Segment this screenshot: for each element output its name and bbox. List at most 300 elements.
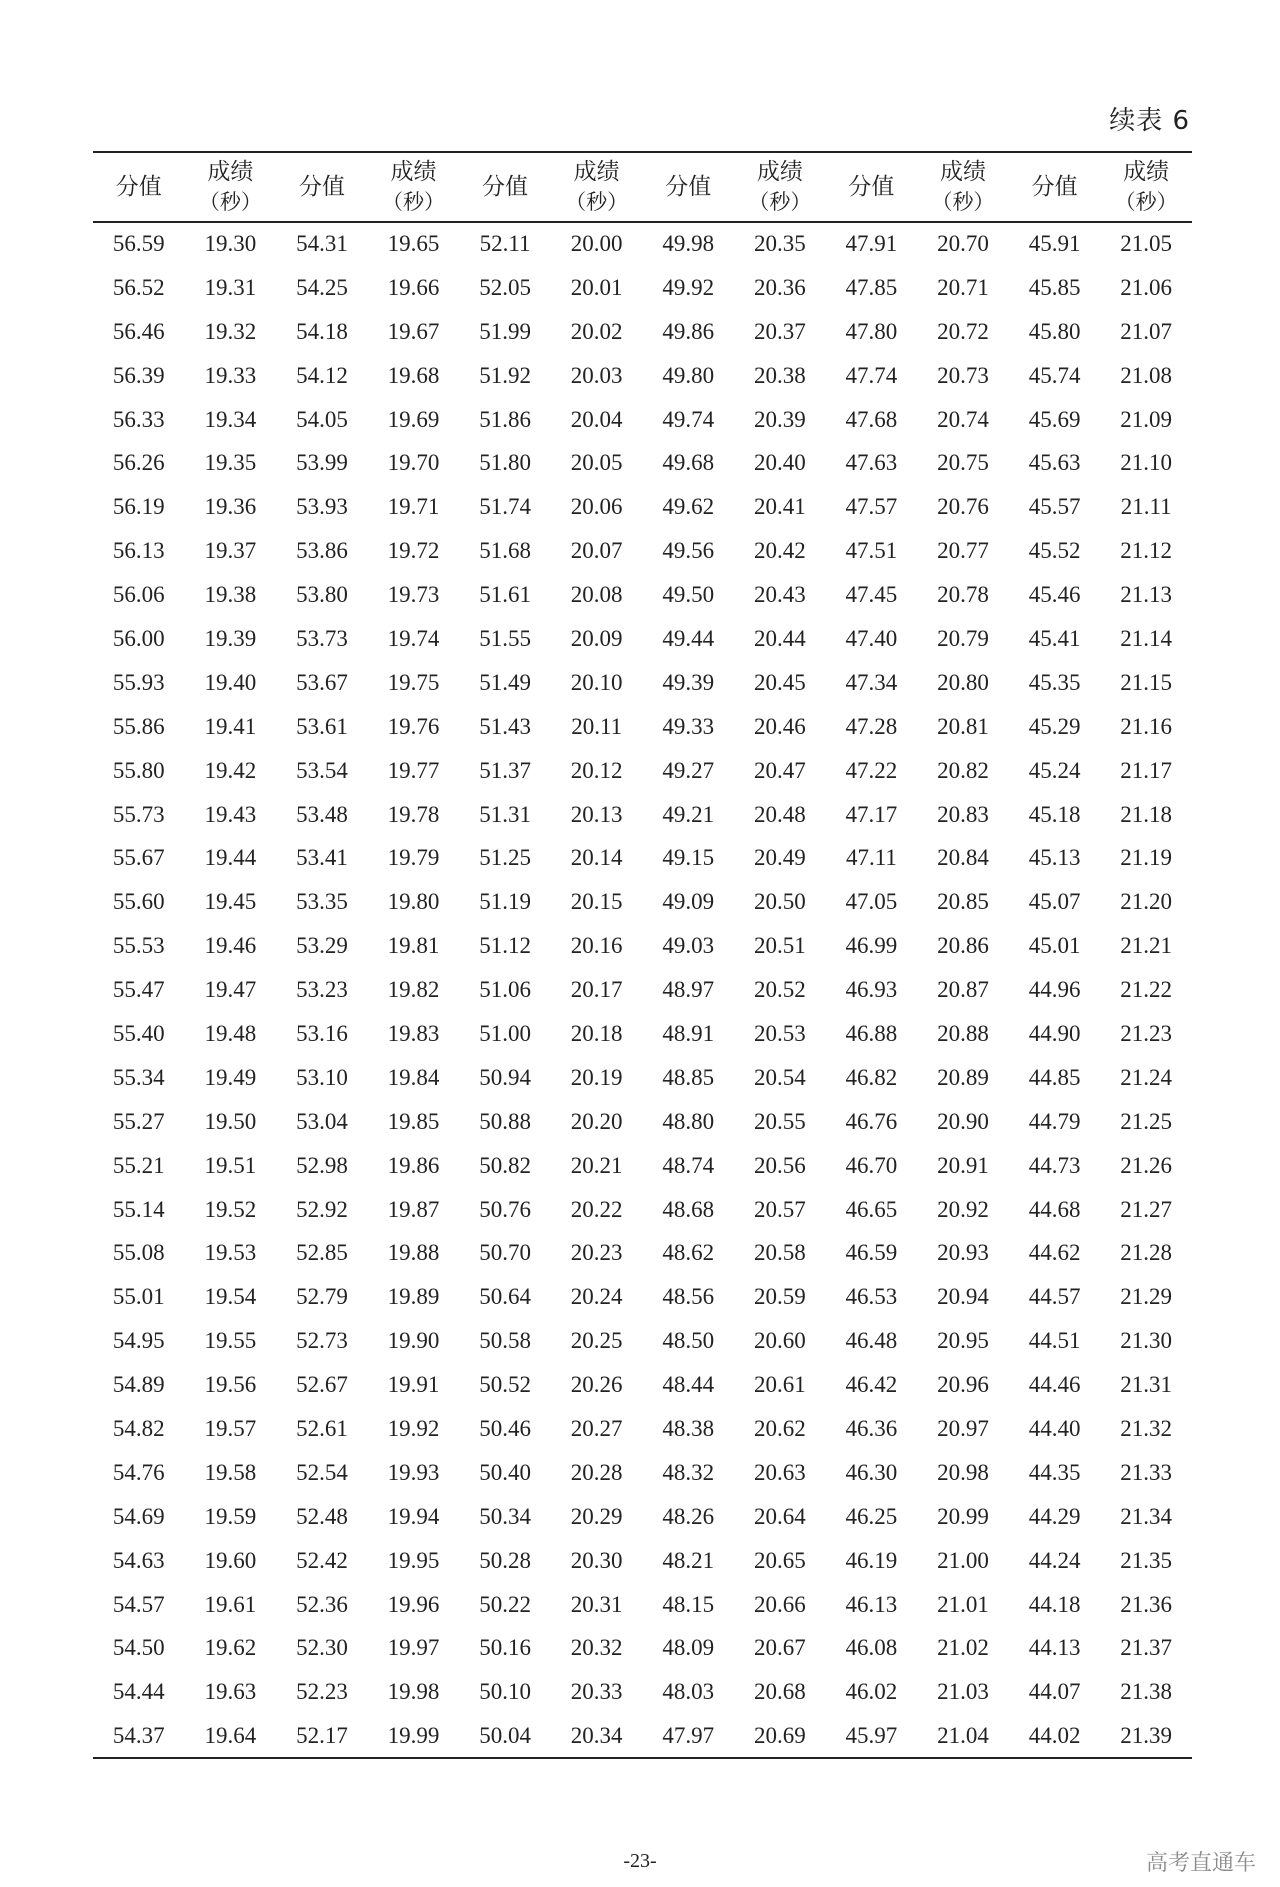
score-cell: 48.32	[662, 1459, 715, 1485]
score-cell: 45.74	[1028, 362, 1081, 388]
score-cell: 44.90	[1028, 1020, 1081, 1046]
score-cell: 55.60	[112, 889, 165, 915]
time-cell: 19.45	[204, 889, 257, 915]
time-cell: 21.37	[1120, 1635, 1173, 1661]
score-cell: 45.13	[1028, 845, 1081, 871]
score-cell: 44.40	[1028, 1415, 1081, 1441]
score-cell: 45.41	[1028, 625, 1081, 651]
table-row	[93, 1100, 1192, 1144]
score-cell: 55.67	[112, 845, 165, 871]
time-cell: 21.10	[1120, 450, 1173, 476]
score-cell: 46.48	[845, 1328, 898, 1354]
score-cell: 53.48	[296, 801, 348, 827]
time-cell: 20.95	[937, 1328, 989, 1354]
score-cell: 54.05	[296, 406, 348, 432]
header-unit: （秒）	[198, 190, 262, 214]
time-cell: 19.31	[204, 274, 257, 300]
score-cell: 47.51	[845, 538, 898, 564]
time-cell: 20.12	[570, 757, 623, 783]
score-cell: 52.92	[296, 1196, 348, 1222]
score-cell: 49.92	[662, 274, 715, 300]
score-cell: 44.85	[1028, 1064, 1081, 1090]
table-row	[93, 354, 1192, 398]
time-cell: 19.86	[387, 1152, 440, 1178]
score-cell: 50.70	[479, 1240, 531, 1266]
score-cell: 48.50	[662, 1328, 715, 1354]
time-cell: 19.90	[387, 1328, 440, 1354]
score-cell: 44.57	[1028, 1284, 1081, 1310]
time-cell: 20.11	[571, 713, 623, 739]
score-cell: 46.30	[845, 1459, 898, 1485]
time-cell: 20.51	[753, 933, 806, 959]
time-cell: 20.88	[937, 1020, 989, 1046]
score-cell: 52.61	[296, 1415, 348, 1441]
table-row	[93, 1670, 1192, 1714]
header-label: 分值	[1031, 174, 1078, 200]
score-cell: 44.73	[1028, 1152, 1081, 1178]
score-cell: 44.13	[1028, 1635, 1081, 1661]
score-cell: 55.40	[112, 1020, 165, 1046]
time-cell: 20.43	[753, 582, 806, 608]
time-cell: 21.26	[1120, 1152, 1173, 1178]
time-cell: 21.01	[937, 1591, 989, 1617]
score-cell: 47.80	[845, 318, 898, 344]
time-cell: 20.39	[753, 406, 806, 432]
score-cell: 56.00	[112, 625, 165, 651]
time-cell: 19.96	[387, 1591, 440, 1617]
score-cell: 47.11	[845, 845, 897, 871]
score-cell: 51.74	[479, 494, 531, 520]
time-cell: 20.04	[570, 406, 623, 432]
time-cell: 20.85	[937, 889, 989, 915]
score-cell: 53.80	[296, 582, 348, 608]
time-cell: 21.36	[1120, 1591, 1173, 1617]
score-cell: 44.96	[1028, 977, 1081, 1003]
time-cell: 21.06	[1120, 274, 1173, 300]
header-time-column	[551, 152, 643, 222]
score-cell: 56.06	[112, 582, 165, 608]
score-cell: 45.01	[1028, 933, 1081, 959]
header-unit: （秒）	[1114, 190, 1178, 214]
score-cell: 51.55	[479, 625, 531, 651]
header-label: 分值	[848, 174, 895, 200]
score-cell: 53.29	[296, 933, 348, 959]
score-cell: 54.25	[296, 274, 348, 300]
time-cell: 20.70	[937, 231, 989, 257]
score-cell: 51.43	[479, 713, 531, 739]
table-row	[93, 1714, 1192, 1758]
score-cell: 56.26	[112, 450, 165, 476]
score-cell: 55.21	[112, 1152, 165, 1178]
time-cell: 19.77	[387, 757, 440, 783]
time-cell: 20.01	[570, 274, 623, 300]
score-cell: 50.94	[479, 1064, 531, 1090]
table-row	[93, 1583, 1192, 1627]
time-cell: 19.76	[387, 713, 440, 739]
time-cell: 19.89	[387, 1284, 440, 1310]
table-row	[93, 1056, 1192, 1100]
score-cell: 55.01	[112, 1284, 165, 1310]
time-cell: 20.64	[753, 1503, 806, 1529]
time-cell: 21.05	[1120, 231, 1173, 257]
time-cell: 20.20	[570, 1108, 623, 1134]
score-cell: 45.24	[1028, 757, 1081, 783]
time-cell: 19.46	[204, 933, 257, 959]
score-cell: 46.36	[845, 1415, 898, 1441]
score-cell: 48.97	[662, 977, 715, 1003]
score-cell: 47.63	[845, 450, 898, 476]
score-cell: 49.03	[662, 933, 715, 959]
time-cell: 21.22	[1120, 977, 1173, 1003]
score-cell: 53.10	[296, 1064, 348, 1090]
time-cell: 20.24	[570, 1284, 623, 1310]
table-body	[93, 222, 1192, 1758]
score-cell: 54.63	[112, 1547, 165, 1573]
time-cell: 21.16	[1120, 713, 1173, 739]
score-cell: 49.62	[662, 494, 715, 520]
time-cell: 19.63	[204, 1679, 257, 1705]
score-cell: 51.92	[479, 362, 531, 388]
score-cell: 52.05	[479, 274, 531, 300]
time-cell: 20.26	[570, 1372, 623, 1398]
time-cell: 20.82	[937, 757, 989, 783]
score-cell: 46.08	[845, 1635, 898, 1661]
time-cell: 19.52	[204, 1196, 257, 1222]
score-cell: 53.99	[296, 450, 348, 476]
score-cell: 49.50	[662, 582, 715, 608]
time-cell: 21.00	[937, 1547, 989, 1573]
time-cell: 19.92	[387, 1415, 440, 1441]
score-cell: 50.46	[479, 1415, 531, 1441]
table-header	[93, 152, 1192, 222]
score-cell: 51.80	[479, 450, 531, 476]
score-cell: 44.18	[1028, 1591, 1081, 1617]
time-cell: 20.46	[753, 713, 806, 739]
time-cell: 20.03	[570, 362, 623, 388]
score-cell: 54.37	[112, 1722, 165, 1748]
score-cell: 50.76	[479, 1196, 531, 1222]
table-row	[93, 924, 1192, 968]
time-cell: 20.83	[937, 801, 989, 827]
header-unit: （秒）	[382, 190, 446, 214]
score-cell: 54.95	[112, 1328, 165, 1354]
header-score-column	[459, 152, 551, 222]
score-cell: 47.45	[845, 582, 898, 608]
time-cell: 21.09	[1120, 406, 1173, 432]
score-cell: 55.27	[112, 1108, 165, 1134]
time-cell: 21.32	[1120, 1415, 1173, 1441]
time-cell: 20.33	[570, 1679, 623, 1705]
score-cell: 48.85	[662, 1064, 715, 1090]
time-cell: 20.28	[570, 1459, 623, 1485]
score-cell: 54.44	[112, 1679, 165, 1705]
score-cell: 51.37	[479, 757, 531, 783]
time-cell: 20.09	[570, 625, 623, 651]
table-row	[93, 441, 1192, 485]
time-cell: 21.33	[1120, 1459, 1173, 1485]
time-cell: 19.88	[387, 1240, 440, 1266]
score-cell: 56.19	[112, 494, 165, 520]
time-cell: 20.74	[937, 406, 989, 432]
time-cell: 20.54	[753, 1064, 806, 1090]
time-cell: 20.52	[753, 977, 806, 1003]
score-cell: 52.85	[296, 1240, 348, 1266]
score-cell: 52.17	[296, 1722, 348, 1748]
time-cell: 21.23	[1120, 1020, 1173, 1046]
score-cell: 46.99	[845, 933, 898, 959]
time-cell: 20.69	[753, 1722, 806, 1748]
table-row	[93, 1012, 1192, 1056]
time-cell: 20.05	[570, 450, 623, 476]
time-cell: 19.50	[204, 1108, 257, 1134]
time-cell: 20.45	[753, 669, 806, 695]
time-cell: 19.36	[204, 494, 257, 520]
time-cell: 21.38	[1120, 1679, 1173, 1705]
score-cell: 46.88	[845, 1020, 898, 1046]
score-cell: 53.86	[296, 538, 348, 564]
time-cell: 20.36	[753, 274, 806, 300]
time-cell: 19.99	[387, 1722, 440, 1748]
time-cell: 20.50	[753, 889, 806, 915]
score-cell: 45.52	[1028, 538, 1081, 564]
score-cell: 53.04	[296, 1108, 348, 1134]
time-cell: 20.53	[753, 1020, 806, 1046]
score-cell: 46.53	[845, 1284, 898, 1310]
time-cell: 20.65	[753, 1547, 806, 1573]
score-cell: 45.57	[1028, 494, 1081, 520]
time-cell: 19.51	[204, 1152, 257, 1178]
time-cell: 20.97	[937, 1415, 989, 1441]
score-cell: 46.42	[845, 1372, 898, 1398]
header-label: 成绩	[573, 159, 620, 185]
header-label: 成绩	[390, 159, 437, 185]
score-cell: 45.80	[1028, 318, 1081, 344]
time-cell: 21.30	[1120, 1328, 1173, 1354]
time-cell: 19.66	[387, 274, 440, 300]
score-cell: 52.54	[296, 1459, 348, 1485]
header-time-column	[1100, 152, 1192, 222]
score-cell: 47.17	[845, 801, 898, 827]
score-cell: 52.73	[296, 1328, 348, 1354]
score-cell: 49.56	[662, 538, 715, 564]
score-cell: 52.48	[296, 1503, 348, 1529]
score-cell: 56.13	[112, 538, 165, 564]
score-cell: 55.53	[112, 933, 165, 959]
score-cell: 53.67	[296, 669, 348, 695]
header-label: 成绩	[756, 159, 803, 185]
score-cell: 55.34	[112, 1064, 165, 1090]
score-cell: 44.68	[1028, 1196, 1081, 1222]
score-cell: 52.23	[296, 1679, 348, 1705]
table-row	[93, 1188, 1192, 1232]
score-cell: 45.97	[845, 1722, 898, 1748]
time-cell: 20.02	[570, 318, 623, 344]
score-cell: 55.73	[112, 801, 165, 827]
score-cell: 45.07	[1028, 889, 1081, 915]
time-cell: 20.98	[937, 1459, 989, 1485]
score-cell: 51.68	[479, 538, 531, 564]
header-time-column	[917, 152, 1009, 222]
score-cell: 47.68	[845, 406, 898, 432]
score-cell: 48.15	[662, 1591, 715, 1617]
time-cell: 19.34	[204, 406, 257, 432]
table-row	[93, 1627, 1192, 1671]
table-row	[93, 1144, 1192, 1188]
time-cell: 20.90	[937, 1108, 989, 1134]
table-row	[93, 1539, 1192, 1583]
score-cell: 48.38	[662, 1415, 715, 1441]
header-score-column	[642, 152, 734, 222]
time-cell: 20.61	[753, 1372, 806, 1398]
time-cell: 20.15	[570, 889, 623, 915]
time-cell: 19.48	[204, 1020, 257, 1046]
time-cell: 20.71	[937, 274, 989, 300]
time-cell: 19.55	[204, 1328, 257, 1354]
score-cell: 50.16	[479, 1635, 531, 1661]
time-cell: 20.49	[753, 845, 806, 871]
time-cell: 20.68	[753, 1679, 806, 1705]
score-cell: 52.79	[296, 1284, 348, 1310]
time-cell: 20.29	[570, 1503, 623, 1529]
time-cell: 20.58	[753, 1240, 806, 1266]
time-cell: 19.56	[204, 1372, 257, 1398]
time-cell: 21.12	[1120, 538, 1173, 564]
time-cell: 20.19	[570, 1064, 623, 1090]
score-cell: 46.13	[845, 1591, 898, 1617]
time-cell: 21.18	[1120, 801, 1173, 827]
score-cell: 44.35	[1028, 1459, 1081, 1485]
score-cell: 44.07	[1028, 1679, 1081, 1705]
time-cell: 21.03	[937, 1679, 989, 1705]
score-cell: 46.19	[845, 1547, 898, 1573]
table-row	[93, 573, 1192, 617]
score-cell: 52.11	[479, 231, 531, 257]
score-cell: 49.68	[662, 450, 715, 476]
time-cell: 20.92	[937, 1196, 989, 1222]
table-row	[93, 617, 1192, 661]
time-cell: 19.72	[387, 538, 440, 564]
time-cell: 20.47	[753, 757, 806, 783]
score-cell: 47.74	[845, 362, 898, 388]
score-cell: 52.42	[296, 1547, 348, 1573]
time-cell: 19.75	[387, 669, 440, 695]
time-cell: 19.35	[204, 450, 257, 476]
time-cell: 21.17	[1120, 757, 1173, 783]
score-cell: 56.46	[112, 318, 165, 344]
score-cell: 51.12	[479, 933, 531, 959]
time-cell: 19.70	[387, 450, 440, 476]
score-cell: 44.62	[1028, 1240, 1081, 1266]
header-label: 分值	[115, 174, 162, 200]
time-cell: 20.60	[753, 1328, 806, 1354]
score-cell: 55.08	[112, 1240, 165, 1266]
table-row	[93, 222, 1192, 266]
score-cell: 56.39	[112, 362, 165, 388]
score-cell: 54.50	[112, 1635, 165, 1661]
time-cell: 19.40	[204, 669, 257, 695]
score-cell: 46.59	[845, 1240, 898, 1266]
score-cell: 47.91	[845, 231, 898, 257]
time-cell: 20.10	[570, 669, 623, 695]
score-cell: 54.89	[112, 1372, 165, 1398]
table-row	[93, 398, 1192, 442]
table-row	[93, 705, 1192, 749]
time-cell: 20.32	[570, 1635, 623, 1661]
time-cell: 19.43	[204, 801, 257, 827]
header-score-column	[826, 152, 918, 222]
time-cell: 20.93	[937, 1240, 989, 1266]
time-cell: 20.14	[570, 845, 623, 871]
header-row	[93, 152, 1192, 222]
time-cell: 20.21	[570, 1152, 623, 1178]
score-cell: 46.65	[845, 1196, 898, 1222]
time-cell: 19.71	[387, 494, 440, 520]
time-cell: 21.13	[1120, 582, 1173, 608]
score-cell: 49.80	[662, 362, 715, 388]
time-cell: 20.91	[937, 1152, 989, 1178]
score-cell: 50.88	[479, 1108, 531, 1134]
table-row	[93, 485, 1192, 529]
score-cell: 50.40	[479, 1459, 531, 1485]
time-cell: 19.57	[204, 1415, 257, 1441]
score-cell: 48.80	[662, 1108, 715, 1134]
time-cell: 20.79	[937, 625, 989, 651]
time-cell: 21.11	[1120, 494, 1172, 520]
score-cell: 45.46	[1028, 582, 1081, 608]
time-cell: 19.74	[387, 625, 440, 651]
score-cell: 49.44	[662, 625, 715, 651]
score-cell: 46.82	[845, 1064, 898, 1090]
time-cell: 19.81	[387, 933, 440, 959]
time-cell: 20.13	[570, 801, 623, 827]
time-cell: 20.63	[753, 1459, 806, 1485]
time-cell: 20.00	[570, 231, 623, 257]
time-cell: 19.82	[387, 977, 440, 1003]
score-cell: 56.52	[112, 274, 165, 300]
score-cell: 56.59	[112, 231, 165, 257]
time-cell: 20.37	[753, 318, 806, 344]
time-cell: 19.47	[204, 977, 257, 1003]
header-score-column	[1009, 152, 1101, 222]
score-cell: 46.25	[845, 1503, 898, 1529]
score-cell: 47.40	[845, 625, 898, 651]
score-cell: 47.34	[845, 669, 898, 695]
time-cell: 21.35	[1120, 1547, 1173, 1573]
score-cell: 49.98	[662, 231, 715, 257]
header-label: 分值	[665, 174, 712, 200]
time-cell: 20.25	[570, 1328, 623, 1354]
time-cell: 19.42	[204, 757, 257, 783]
time-cell: 20.66	[753, 1591, 806, 1617]
time-cell: 19.53	[204, 1240, 257, 1266]
time-cell: 20.06	[570, 494, 623, 520]
header-unit: （秒）	[748, 190, 812, 214]
time-cell: 20.72	[937, 318, 989, 344]
time-cell: 20.75	[937, 450, 989, 476]
time-cell: 21.34	[1120, 1503, 1173, 1529]
score-cell: 51.25	[479, 845, 531, 871]
score-cell: 50.04	[479, 1722, 531, 1748]
score-cell: 46.93	[845, 977, 898, 1003]
time-cell: 19.95	[387, 1547, 440, 1573]
header-time-column	[185, 152, 277, 222]
score-cell: 48.91	[662, 1020, 715, 1046]
time-cell: 20.89	[937, 1064, 989, 1090]
time-cell: 20.94	[937, 1284, 989, 1310]
header-label: 成绩	[939, 159, 986, 185]
score-cell: 50.10	[479, 1679, 531, 1705]
header-time-column	[734, 152, 826, 222]
